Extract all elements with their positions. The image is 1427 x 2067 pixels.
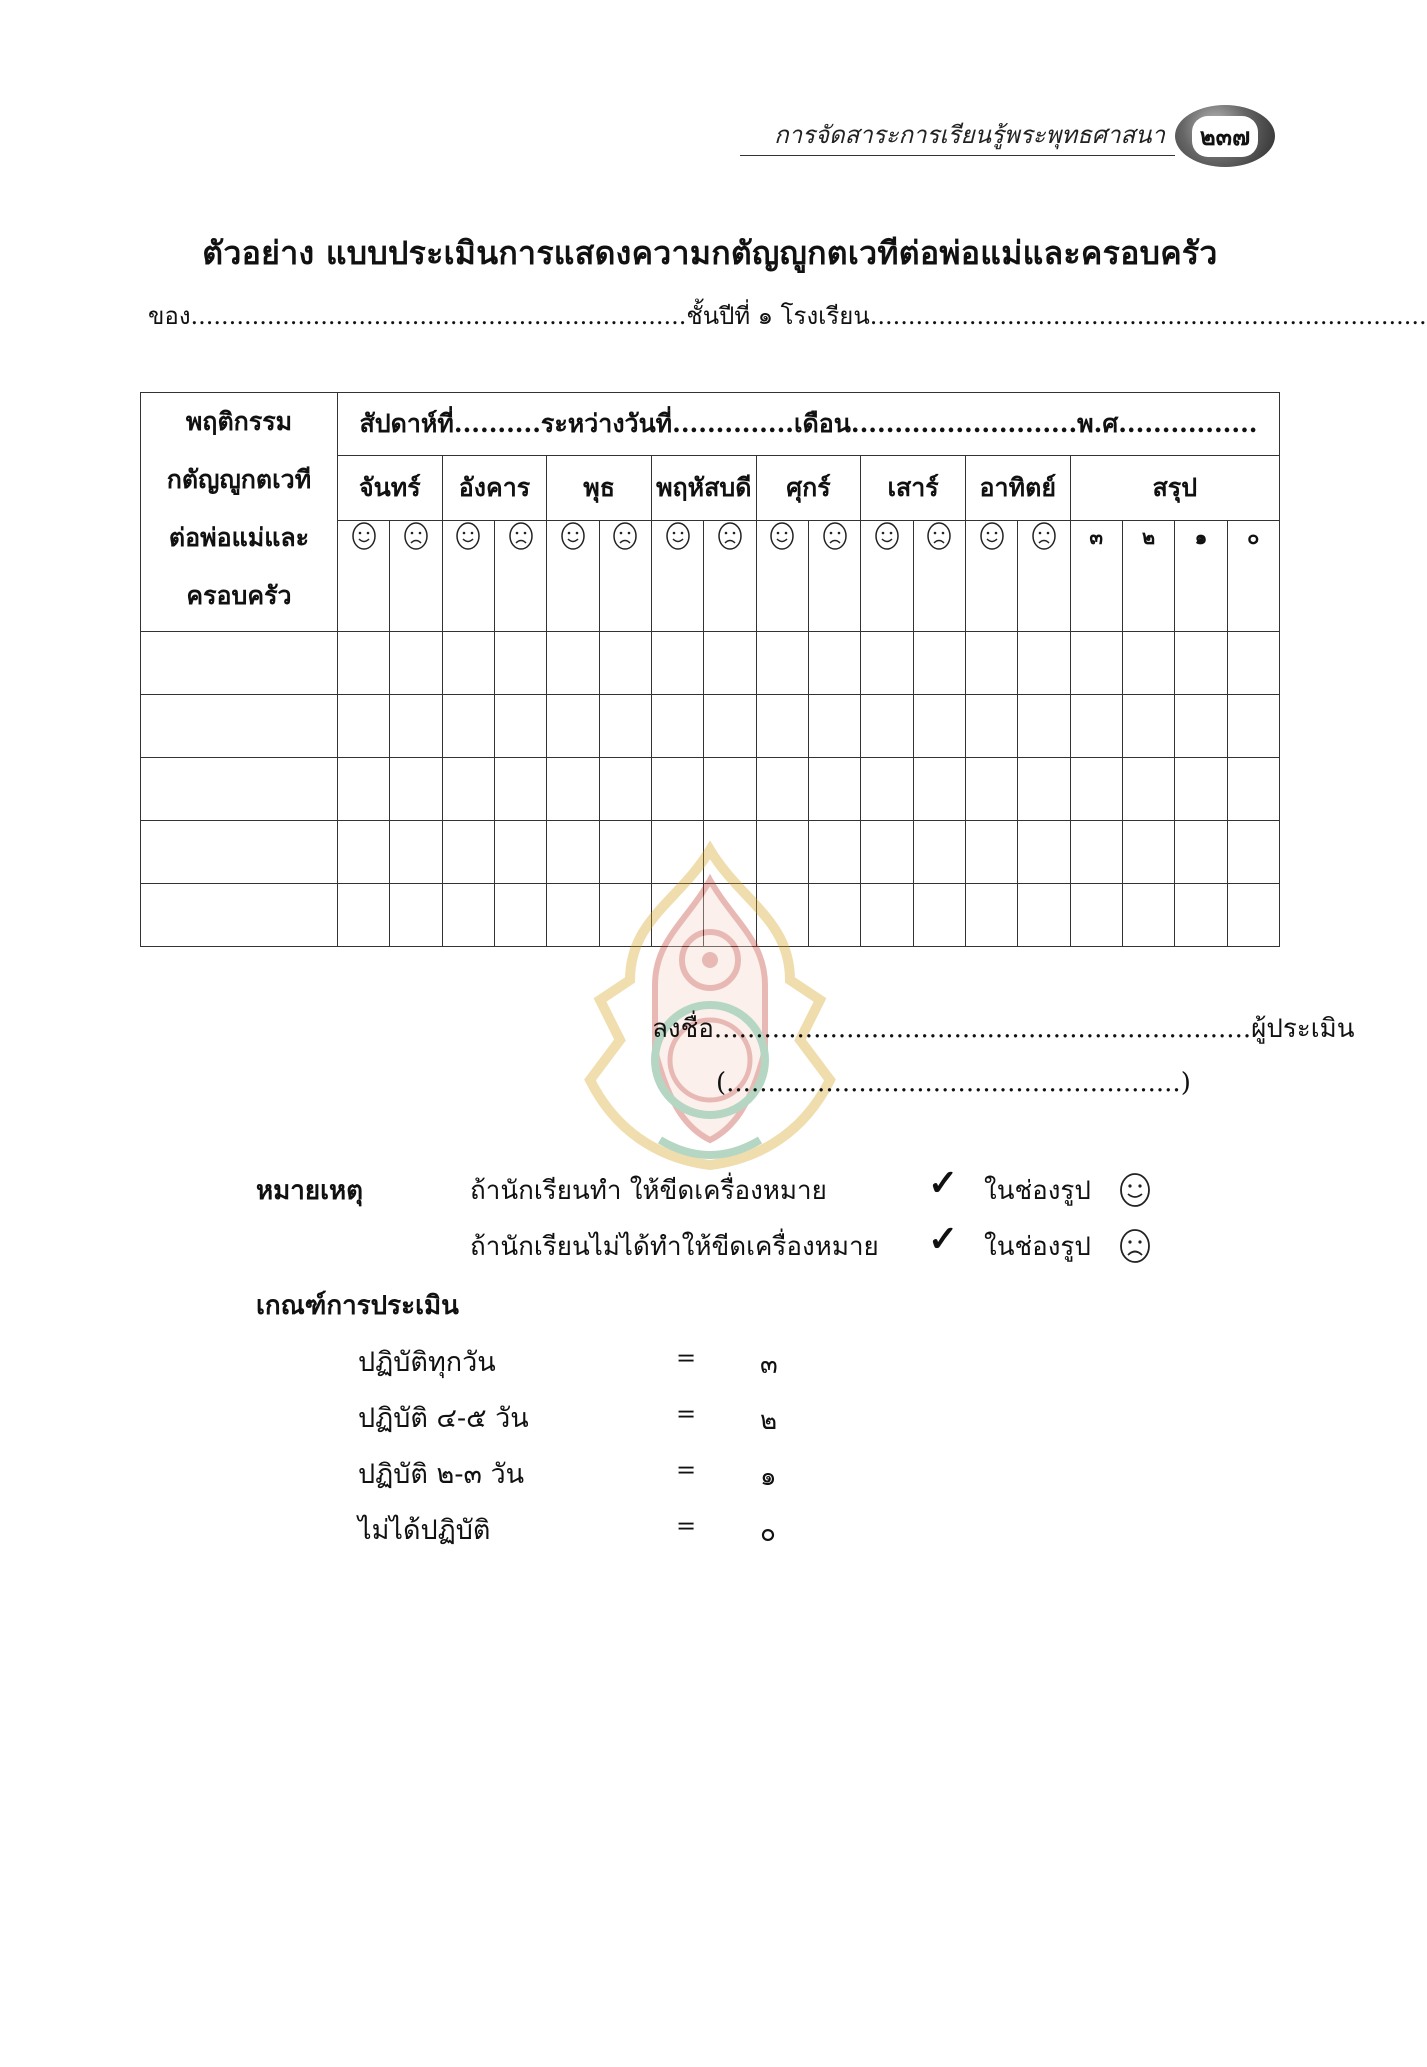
mark-cell[interactable] xyxy=(338,821,390,884)
day-header: ศุกร์ xyxy=(756,456,861,521)
day-header: อาทิตย์ xyxy=(965,456,1070,521)
smile-face-icon xyxy=(651,521,703,632)
mark-cell[interactable] xyxy=(1227,695,1279,758)
mark-cell[interactable] xyxy=(965,884,1017,947)
behavior-cell[interactable] xyxy=(141,821,338,884)
smile-face-icon xyxy=(547,521,599,632)
checkmark-icon xyxy=(928,1162,958,1212)
smile-face-icon xyxy=(338,521,390,632)
mark-cell[interactable] xyxy=(965,632,1017,695)
mark-cell[interactable] xyxy=(756,758,808,821)
mark-cell[interactable] xyxy=(1070,695,1122,758)
table-row xyxy=(141,695,1280,758)
mark-cell[interactable] xyxy=(808,758,860,821)
mark-cell[interactable] xyxy=(494,632,546,695)
criteria-equals: = xyxy=(676,1400,697,1428)
mark-cell[interactable] xyxy=(494,821,546,884)
mark-cell[interactable] xyxy=(547,632,599,695)
mark-cell[interactable] xyxy=(338,632,390,695)
in-shape-label-2: ในช่องรูป xyxy=(984,1232,1091,1262)
behavior-cell[interactable] xyxy=(141,884,338,947)
behavior-cell[interactable] xyxy=(141,632,338,695)
mark-cell[interactable] xyxy=(1018,821,1070,884)
behavior-header-line: ครอบครัว xyxy=(186,581,292,610)
behavior-header xyxy=(141,393,338,632)
mark-cell[interactable] xyxy=(965,695,1017,758)
mark-cell[interactable] xyxy=(651,758,703,821)
mark-cell[interactable] xyxy=(651,695,703,758)
mark-cell[interactable] xyxy=(1175,884,1227,947)
criteria-label: ปฏิบัติทุกวัน xyxy=(358,1347,496,1378)
mark-cell[interactable] xyxy=(1122,821,1174,884)
week-header: สัปดาห์ที่..........ระหว่างวันที่..............เดือน..........................พ.ศ................ xyxy=(338,393,1280,456)
mark-cell[interactable] xyxy=(494,695,546,758)
mark-cell[interactable] xyxy=(494,758,546,821)
mark-cell[interactable] xyxy=(1175,758,1227,821)
header-text: การจัดสาระการเรียนรู้พระพุทธศาสนา xyxy=(774,121,1165,149)
mark-cell[interactable] xyxy=(1175,821,1227,884)
note-text-2: ถ้านักเรียนไม่ได้ทำให้ขีดเครื่องหมาย xyxy=(470,1232,879,1262)
notes-label: หมายเหตุ xyxy=(256,1176,364,1206)
signature-line: ลงชื่อ.................................................................ผู้ประเมิน xyxy=(652,1014,1355,1044)
frown-face-icon xyxy=(494,521,546,632)
criteria-value: ๓ xyxy=(760,1350,778,1380)
mark-cell[interactable] xyxy=(1070,758,1122,821)
criteria-label: ปฏิบัติ ๔-๕ วัน xyxy=(358,1403,529,1434)
criteria-label: ปฏิบัติ ๒-๓ วัน xyxy=(358,1459,525,1490)
form-subtitle: ของ.................................................................ชั้นปีที่ ๑ โรงเรียน......................................................................... xyxy=(148,302,1427,330)
note-row-1 xyxy=(256,1170,363,1220)
mark-cell[interactable] xyxy=(861,758,913,821)
mark-cell[interactable] xyxy=(1175,695,1227,758)
signature-name-line: (.......................................................) xyxy=(716,1068,1191,1098)
mark-cell[interactable] xyxy=(1018,758,1070,821)
mark-cell[interactable] xyxy=(1070,884,1122,947)
mark-cell[interactable] xyxy=(756,695,808,758)
mark-cell[interactable] xyxy=(1175,632,1227,695)
mark-cell[interactable] xyxy=(599,758,651,821)
smile-face-icon xyxy=(1118,1172,1152,1222)
mark-cell[interactable] xyxy=(547,695,599,758)
criteria-value: ๒ xyxy=(760,1406,778,1436)
mark-cell[interactable] xyxy=(1122,758,1174,821)
checkmark-symbol: ✓ xyxy=(928,1162,959,1204)
mark-cell[interactable] xyxy=(861,632,913,695)
mark-cell[interactable] xyxy=(599,695,651,758)
mark-cell[interactable] xyxy=(338,884,390,947)
mark-cell[interactable] xyxy=(1227,758,1279,821)
checkmark-symbol: ✓ xyxy=(928,1218,959,1260)
smile-face-icon xyxy=(756,521,808,632)
mark-cell[interactable] xyxy=(704,695,756,758)
page-number-badge xyxy=(1175,105,1275,167)
frown-face-icon xyxy=(913,521,965,632)
mark-cell[interactable] xyxy=(442,884,494,947)
day-header: อังคาร xyxy=(442,456,547,521)
table-row xyxy=(141,758,1280,821)
mark-cell[interactable] xyxy=(1018,884,1070,947)
mark-cell[interactable] xyxy=(442,695,494,758)
criteria-value: ๑ xyxy=(760,1462,777,1492)
school-seal-watermark xyxy=(560,840,860,1170)
mark-cell[interactable] xyxy=(494,884,546,947)
criteria-title: เกณฑ์การประเมิน xyxy=(256,1291,459,1321)
mark-cell[interactable] xyxy=(756,632,808,695)
mark-cell[interactable] xyxy=(651,632,703,695)
behavior-header-line: ต่อพ่อแม่และ xyxy=(168,523,310,552)
mark-cell[interactable] xyxy=(1227,632,1279,695)
mark-cell[interactable] xyxy=(1122,695,1174,758)
summary-header: สรุป xyxy=(1070,456,1279,521)
frown-face-icon xyxy=(808,521,860,632)
smile-face-icon xyxy=(861,521,913,632)
criteria-equals: = xyxy=(676,1344,697,1372)
mark-cell[interactable] xyxy=(338,695,390,758)
mark-cell[interactable] xyxy=(913,884,965,947)
mark-cell[interactable] xyxy=(599,632,651,695)
mark-cell[interactable] xyxy=(1018,632,1070,695)
mark-cell[interactable] xyxy=(1227,821,1279,884)
mark-cell[interactable] xyxy=(965,758,1017,821)
mark-cell[interactable] xyxy=(808,632,860,695)
frown-face-icon xyxy=(599,521,651,632)
behavior-header-line: พฤติกรรม xyxy=(185,407,293,436)
criteria-label: ไม่ได้ปฏิบัติ xyxy=(358,1515,491,1546)
mark-cell[interactable] xyxy=(861,695,913,758)
day-header: พุธ xyxy=(547,456,652,521)
table-row xyxy=(141,632,1280,695)
mark-cell[interactable] xyxy=(547,758,599,821)
score-header: ๓ xyxy=(1070,521,1122,632)
day-header: พฤหัสบดี xyxy=(651,456,756,521)
form-title: ตัวอย่าง แบบประเมินการแสดงความกตัญญูกตเวทีต่อพ่อแม่และครอบครัว xyxy=(202,234,1218,272)
mark-cell[interactable] xyxy=(913,821,965,884)
score-header: ๐ xyxy=(1227,521,1279,632)
mark-cell[interactable] xyxy=(913,632,965,695)
mark-cell[interactable] xyxy=(1070,632,1122,695)
mark-cell[interactable] xyxy=(913,695,965,758)
behavior-cell[interactable] xyxy=(141,695,338,758)
mark-cell[interactable] xyxy=(1122,884,1174,947)
mark-cell[interactable] xyxy=(861,821,913,884)
mark-cell[interactable] xyxy=(965,821,1017,884)
mark-cell[interactable] xyxy=(861,884,913,947)
mark-cell[interactable] xyxy=(1122,632,1174,695)
behavior-cell[interactable] xyxy=(141,758,338,821)
mark-cell[interactable] xyxy=(1070,821,1122,884)
frown-face-icon xyxy=(1118,1228,1152,1278)
page-number: ๒๓๗ xyxy=(1192,116,1258,157)
score-header: ๒ xyxy=(1122,521,1174,632)
mark-cell[interactable] xyxy=(913,758,965,821)
note-text-1: ถ้านักเรียนทำ ให้ขีดเครื่องหมาย xyxy=(470,1176,827,1206)
score-header: ๑ xyxy=(1175,521,1227,632)
mark-cell[interactable] xyxy=(442,632,494,695)
mark-cell[interactable] xyxy=(704,632,756,695)
page-header xyxy=(740,105,1275,167)
criteria-equals: = xyxy=(676,1512,697,1540)
day-header: จันทร์ xyxy=(338,456,443,521)
mark-cell[interactable] xyxy=(1227,884,1279,947)
day-header: เสาร์ xyxy=(861,456,966,521)
criteria-value: ๐ xyxy=(760,1518,776,1548)
mark-cell[interactable] xyxy=(390,758,442,821)
in-shape-label-1: ในช่องรูป xyxy=(984,1176,1091,1206)
smile-face-icon xyxy=(965,521,1017,632)
criteria-equals: = xyxy=(676,1456,697,1484)
smile-face-icon xyxy=(442,521,494,632)
frown-face-icon xyxy=(704,521,756,632)
mark-cell[interactable] xyxy=(442,758,494,821)
mark-cell[interactable] xyxy=(808,695,860,758)
header-divider xyxy=(740,155,1175,156)
checkmark-icon xyxy=(928,1218,958,1268)
frown-face-icon xyxy=(390,521,442,632)
mark-cell[interactable] xyxy=(390,695,442,758)
frown-face-icon xyxy=(1018,521,1070,632)
mark-cell[interactable] xyxy=(390,884,442,947)
mark-cell[interactable] xyxy=(442,821,494,884)
behavior-header-line: กตัญญูกตเวที xyxy=(166,465,312,494)
mark-cell[interactable] xyxy=(1018,695,1070,758)
mark-cell[interactable] xyxy=(338,758,390,821)
mark-cell[interactable] xyxy=(390,632,442,695)
mark-cell[interactable] xyxy=(390,821,442,884)
mark-cell[interactable] xyxy=(704,758,756,821)
